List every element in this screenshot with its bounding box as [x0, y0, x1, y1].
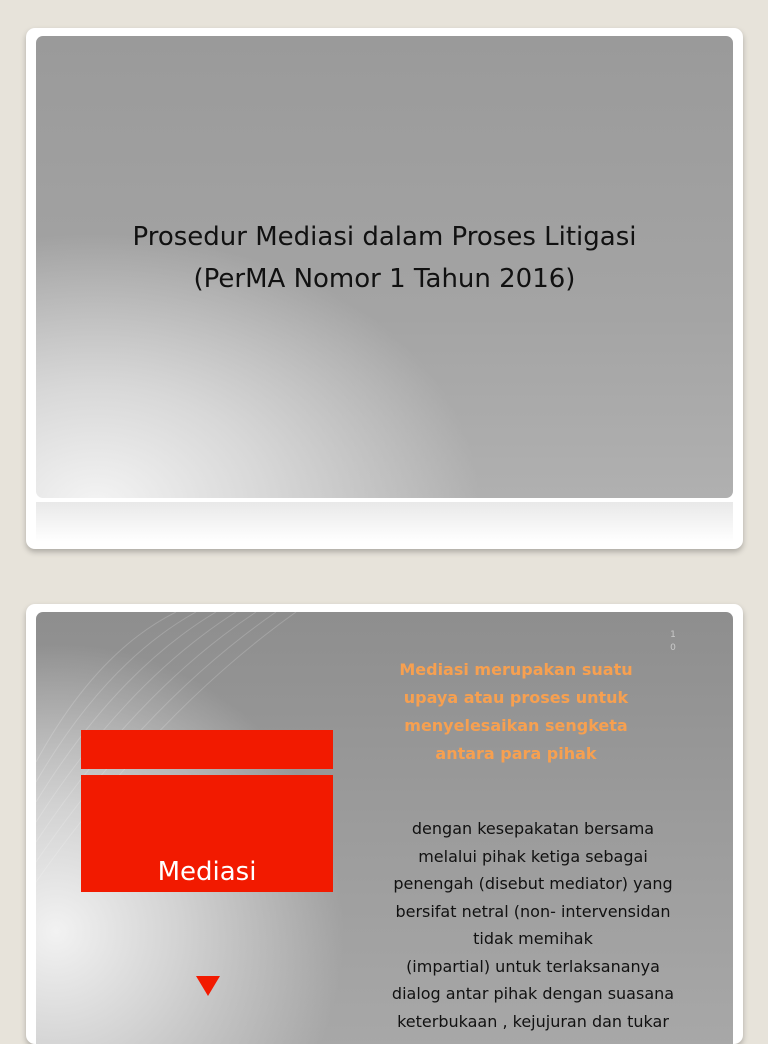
definition-body-line: keterbukaan , kejujuran dan tukar	[397, 1011, 669, 1031]
definition-highlight	[366, 656, 666, 768]
slide-card-1[interactable]	[26, 28, 743, 549]
definition-body-line: (impartial) untuk terlaksananya	[406, 956, 660, 976]
slide-2-face	[36, 612, 733, 1044]
slide-1-title-line-2: (PerMA Nomor 1 Tahun 2016)	[193, 264, 576, 294]
definition-highlight-line: antara para pihak	[435, 744, 597, 763]
definition-body	[358, 815, 708, 1035]
slide-number-digit: 0	[670, 643, 676, 653]
slide-1-reflection	[36, 502, 733, 542]
slide-1-title-line-1: Prosedur Mediasi dalam Proses Litigasi	[132, 222, 637, 252]
definition-body-line: bersifat netral (non- intervensidan	[395, 901, 671, 921]
definition-highlight-line: menyelesaikan sengketa	[404, 716, 628, 735]
down-triangle-icon	[196, 976, 220, 996]
definition-body-line: dialog antar pihak dengan suasana	[391, 984, 675, 1003]
slide-number	[668, 629, 678, 655]
slide-card-2[interactable]	[26, 604, 743, 1044]
slide-2-heading: Mediasi	[157, 857, 257, 887]
definition-body-line: penengah (disebut mediator) yang	[393, 874, 673, 893]
red-header-bar	[81, 730, 333, 769]
definition-highlight-line: Mediasi merupakan suatu	[399, 660, 633, 679]
slide-1-face	[36, 36, 733, 498]
slide-number-digit: 1	[670, 630, 676, 640]
definition-body-line: melalui pihak ketiga sebagai	[418, 846, 648, 866]
definition-body-line: tidak memihak	[473, 929, 593, 948]
slide-1-title	[36, 216, 733, 300]
definition-highlight-line: upaya atau proses untuk	[403, 688, 629, 707]
definition-body-line: dengan kesepakatan bersama	[411, 819, 655, 838]
